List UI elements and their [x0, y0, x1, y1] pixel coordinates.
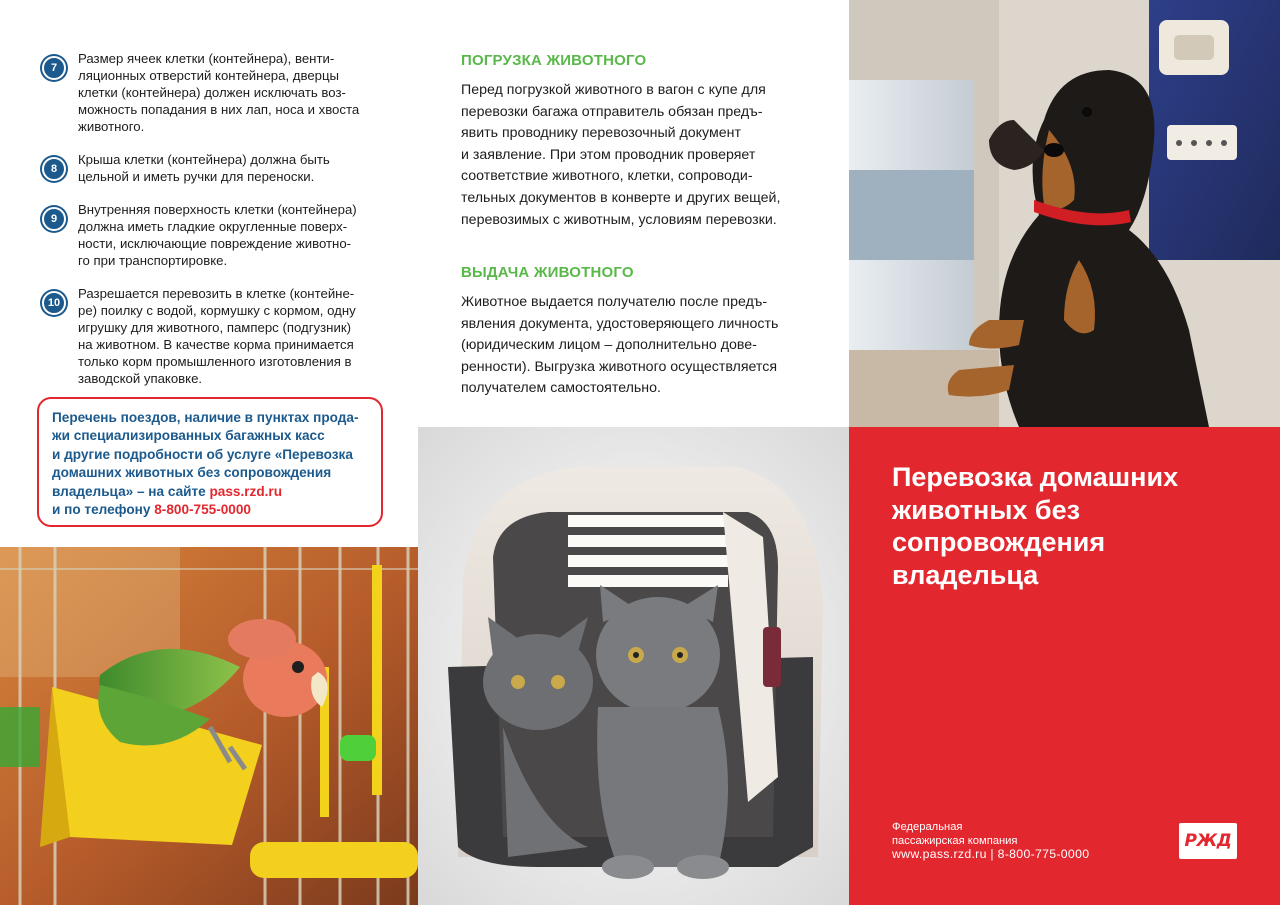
- list-item: [40, 50, 390, 135]
- list-item: [40, 285, 390, 387]
- cover-title: Перевозка домашних животных без сопровождения владельца: [892, 462, 1179, 590]
- company-name-line2: пассажирская компания: [892, 834, 1018, 847]
- rzd-logo: [1179, 823, 1237, 859]
- delivery-section: [461, 264, 821, 400]
- list-item: [40, 151, 390, 185]
- number-badge: 9: [42, 207, 66, 231]
- dog-train-photo: [849, 0, 1280, 427]
- delivery-heading: ВЫДАЧА ЖИВОТНОГО: [461, 264, 634, 281]
- kittens-carrier-photo: [418, 427, 849, 905]
- parrot-photo: [0, 547, 418, 905]
- company-name-line1: Федеральная: [892, 821, 963, 833]
- info-text-phone-label: и по телефону: [52, 502, 155, 518]
- rule-text: Размер ячеек клетки (контейнера), венти- ляционных отверстий контейнера, дверцы клетки (контейнера) должен исключать воз- можность попадания в них лап, носа и хвоста животного.: [78, 51, 360, 134]
- number-badge: 10: [42, 291, 66, 315]
- loading-section: [461, 52, 821, 231]
- loading-text: Перед погрузкой животного в вагон с купе для перевозки багажа отправитель обязан предъ- явить проводнику перевозочный документ и заявление. При этом проводник проверяет соответствие животного, клетки, сопроводи- тельных документов в конверте и других вещей, перевозимых с животным, условиям перевозки.: [461, 82, 781, 228]
- rules-list: [40, 50, 390, 403]
- delivery-text: Животное выдается получателю после предъ- явления документа, удостоверяющего личность (юридическим лицом – дополнительно дове- ренности). Выгрузка животного осуществляется получателем самостоятельно.: [461, 294, 779, 397]
- rule-text: Разрешается перевозить в клетке (контейне- ре) поилку с водой, кормушку с кормом, одну игрушку для животного, памперс (подгузник) на животном. В качестве корма принимается только корм промышленного изготовления в заводской упаковке.: [78, 286, 356, 386]
- company-footer: [892, 821, 1089, 862]
- phone-link[interactable]: 8-800-755-0000: [154, 502, 251, 518]
- rule-text: Внутренняя поверхность клетки (контейнера) должна иметь гладкие округленные поверх- ности, исключающие повреждение животно- го при транспортировке.: [78, 202, 357, 268]
- right-column: [849, 0, 1280, 905]
- company-contact[interactable]: www.pass.rzd.ru | 8-800-775-0000: [892, 847, 1090, 861]
- rule-text: Крыша клетки (контейнера) должна быть цельной и иметь ручки для переноски.: [78, 152, 330, 184]
- cover-panel: [849, 427, 1280, 905]
- left-column: [0, 0, 418, 905]
- rzd-logo-text: РЖД: [1184, 831, 1232, 851]
- info-text: Перечень поездов, наличие в пунктах прода- жи специализированных багажных касс и другие подробности об услуге «Перевозка домашних животных без сопровождения владельца» – на сайте: [52, 410, 359, 499]
- middle-column: [418, 0, 849, 905]
- site-link[interactable]: pass.rzd.ru: [209, 483, 283, 499]
- number-badge: 7: [42, 56, 66, 80]
- loading-heading: ПОГРУЗКА ЖИВОТНОГО: [461, 52, 647, 69]
- number-badge: 8: [42, 157, 66, 181]
- info-box: [37, 397, 383, 527]
- list-item: [40, 201, 390, 269]
